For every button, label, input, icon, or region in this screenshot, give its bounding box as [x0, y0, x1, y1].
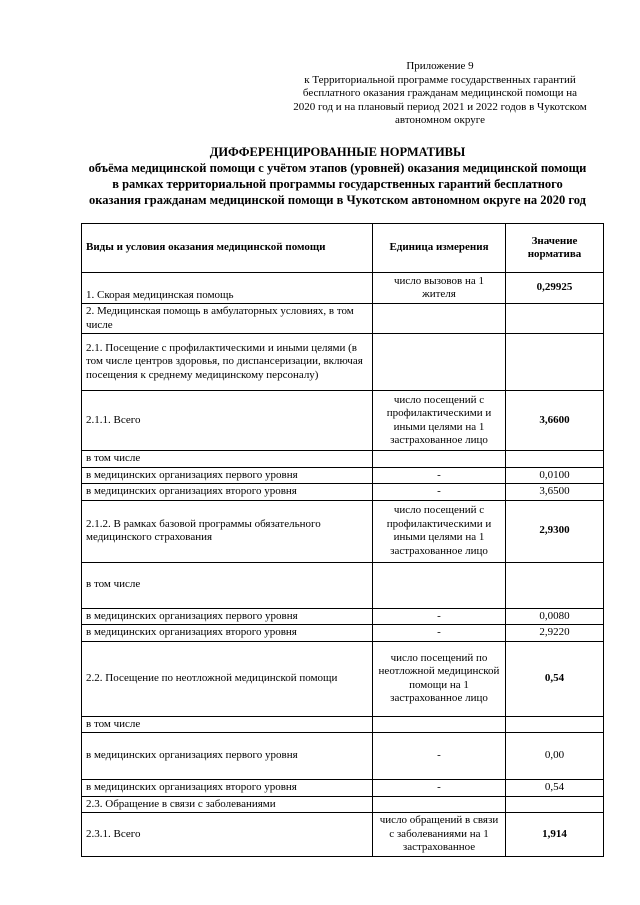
- row-name: 2.1. Посещение с профилактическими и иными целями (в том числе центров здоровья, по диспансеризации, включая посещения к среднему медицинскому персоналу): [82, 334, 373, 391]
- table-row: [82, 304, 604, 334]
- row-unit: число посещений с профилактическими и иными целями на 1 застрахованное лицо: [373, 391, 506, 451]
- row-unit: [373, 451, 506, 468]
- row-value: 1,914: [506, 813, 604, 857]
- row-name: 2.3. Обращение в связи с заболеваниями: [82, 796, 373, 813]
- row-name: в медицинских организациях первого уровня: [82, 733, 373, 780]
- table-row: [82, 641, 604, 716]
- row-unit: число вызовов на 1 жителя: [373, 273, 506, 304]
- row-name: 2. Медицинская помощь в амбулаторных условиях, в том числе: [82, 304, 373, 334]
- row-unit: [373, 796, 506, 813]
- appendix-line: к Территориальной программе государственных гарантий: [304, 73, 576, 86]
- row-value: [506, 304, 604, 334]
- header-value: Значение норматива: [506, 224, 604, 273]
- table-row: [82, 451, 604, 468]
- table-row: [82, 813, 604, 857]
- title-subtitle-line: в рамках территориальной программы государственных гарантий бесплатного: [112, 177, 563, 191]
- row-name: 2.3.1. Всего: [82, 813, 373, 857]
- table-header-row: [82, 224, 604, 273]
- row-unit: [373, 304, 506, 334]
- row-value: 0,00: [506, 733, 604, 780]
- row-name: 1. Скорая медицинская помощь: [82, 273, 373, 304]
- title-subtitle-line: объёма медицинской помощи с учётом этапов (уровней) оказания медицинской помощи: [88, 161, 587, 175]
- row-value: [506, 796, 604, 813]
- table-row: [82, 467, 604, 484]
- row-value: [506, 562, 604, 608]
- row-unit: -: [373, 780, 506, 797]
- row-value: [506, 716, 604, 733]
- row-name: в медицинских организациях второго уровня: [82, 780, 373, 797]
- row-unit: -: [373, 625, 506, 642]
- table-row: [82, 273, 604, 304]
- row-value: 0,29925: [506, 273, 604, 304]
- row-name: в медицинских организациях второго уровня: [82, 484, 373, 501]
- appendix-note: [270, 60, 610, 128]
- row-name: в медицинских организациях первого уровня: [82, 608, 373, 625]
- document-title: [60, 144, 615, 208]
- row-name: в медицинских организациях первого уровня: [82, 467, 373, 484]
- row-unit: число обращений в связи с заболеваниями на 1 застрахованное: [373, 813, 506, 857]
- row-value: 2,9300: [506, 500, 604, 562]
- table-row: [82, 391, 604, 451]
- row-value: 0,54: [506, 780, 604, 797]
- row-unit: число посещений с профилактическими и иными целями на 1 застрахованное лицо: [373, 500, 506, 562]
- row-unit: -: [373, 608, 506, 625]
- row-value: 0,54: [506, 641, 604, 716]
- row-value: [506, 451, 604, 468]
- row-unit: -: [373, 484, 506, 501]
- appendix-line: бесплатного оказания гражданам медицинской помощи на: [302, 87, 578, 99]
- row-name: 2.1.1. Всего: [82, 391, 373, 451]
- table-row: [82, 334, 604, 391]
- row-value: 3,6500: [506, 484, 604, 501]
- header-unit: Единица измерения: [373, 224, 506, 273]
- header-name: Виды и условия оказания медицинской помощи: [82, 224, 373, 273]
- row-value: 0,0080: [506, 608, 604, 625]
- norms-table: [81, 223, 604, 857]
- row-value: [506, 334, 604, 391]
- row-unit: число посещений по неотложной медицинской помощи на 1 застрахованное лицо: [373, 641, 506, 716]
- appendix-line: автономном округе: [395, 114, 485, 126]
- row-unit: -: [373, 733, 506, 780]
- row-name: в том числе: [82, 562, 373, 608]
- row-value: 3,6600: [506, 391, 604, 451]
- row-name: 2.1.2. В рамках базовой программы обязательного медицинского страхования: [82, 500, 373, 562]
- appendix-line: 2020 год и на плановый период 2021 и 2022 годов в Чукотском: [293, 100, 587, 113]
- appendix-line: Приложение 9: [406, 60, 474, 72]
- row-name: 2.2. Посещение по неотложной медицинской помощи: [82, 641, 373, 716]
- table-row: [82, 733, 604, 780]
- table-row: [82, 796, 604, 813]
- row-unit: -: [373, 467, 506, 484]
- table-row: [82, 484, 604, 501]
- row-value: 0,0100: [506, 467, 604, 484]
- row-value: 2,9220: [506, 625, 604, 642]
- row-unit: [373, 716, 506, 733]
- table-row: [82, 500, 604, 562]
- title-subtitle-line: оказания гражданам медицинской помощи в Чукотском автономном округе на 2020 год: [89, 193, 586, 207]
- table-row: [82, 716, 604, 733]
- row-unit: [373, 334, 506, 391]
- row-unit: [373, 562, 506, 608]
- row-name: в том числе: [82, 716, 373, 733]
- table-row: [82, 780, 604, 797]
- table-row: [82, 608, 604, 625]
- title-heading: ДИФФЕРЕНЦИРОВАННЫЕ НОРМАТИВЫ: [209, 145, 466, 159]
- row-name: в медицинских организациях второго уровня: [82, 625, 373, 642]
- table-row: [82, 562, 604, 608]
- row-name: в том числе: [82, 451, 373, 468]
- table-row: [82, 625, 604, 642]
